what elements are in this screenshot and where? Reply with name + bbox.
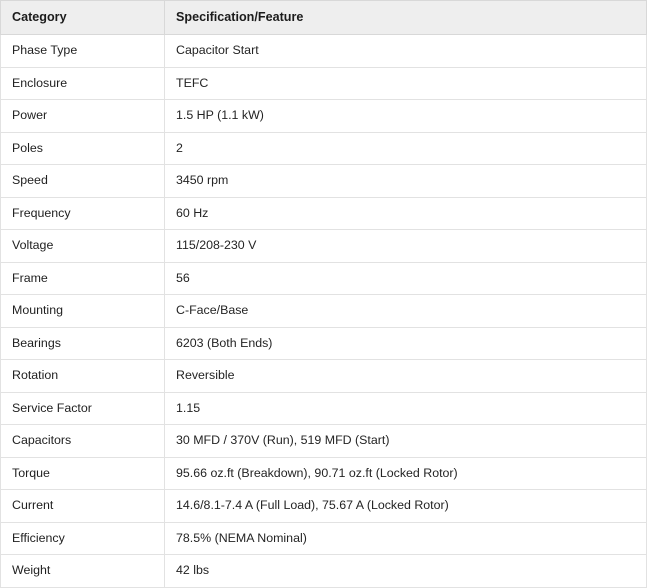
cell-category: Capacitors xyxy=(1,425,165,458)
cell-category: Voltage xyxy=(1,230,165,263)
cell-specification: 6203 (Both Ends) xyxy=(165,327,647,360)
column-header-specification: Specification/Feature xyxy=(165,1,647,35)
table-row xyxy=(1,522,647,555)
cell-specification: C-Face/Base xyxy=(165,295,647,328)
cell-category: Rotation xyxy=(1,360,165,393)
cell-category: Current xyxy=(1,490,165,523)
table-row xyxy=(1,457,647,490)
table-row xyxy=(1,555,647,588)
cell-category: Weight xyxy=(1,555,165,588)
table-row xyxy=(1,100,647,133)
cell-specification: 1.15 xyxy=(165,392,647,425)
cell-specification: TEFC xyxy=(165,67,647,100)
cell-category: Service Factor xyxy=(1,392,165,425)
cell-specification: 2 xyxy=(165,132,647,165)
cell-category: Mounting xyxy=(1,295,165,328)
cell-category: Torque xyxy=(1,457,165,490)
cell-category: Poles xyxy=(1,132,165,165)
table-row xyxy=(1,327,647,360)
table-row xyxy=(1,392,647,425)
cell-specification: 60 Hz xyxy=(165,197,647,230)
table-row xyxy=(1,165,647,198)
table-row xyxy=(1,490,647,523)
cell-category: Frequency xyxy=(1,197,165,230)
cell-category: Frame xyxy=(1,262,165,295)
table-row xyxy=(1,230,647,263)
cell-specification: 115/208-230 V xyxy=(165,230,647,263)
table-row xyxy=(1,295,647,328)
cell-specification: Reversible xyxy=(165,360,647,393)
table-row xyxy=(1,262,647,295)
cell-category: Speed xyxy=(1,165,165,198)
cell-category: Bearings xyxy=(1,327,165,360)
cell-specification: 14.6/8.1-7.4 A (Full Load), 75.67 A (Locked Rotor) xyxy=(165,490,647,523)
cell-category: Phase Type xyxy=(1,35,165,68)
cell-specification: 95.66 oz.ft (Breakdown), 90.71 oz.ft (Locked Rotor) xyxy=(165,457,647,490)
table-header-row xyxy=(1,1,647,35)
cell-category: Efficiency xyxy=(1,522,165,555)
table-row xyxy=(1,132,647,165)
cell-specification: 42 lbs xyxy=(165,555,647,588)
column-header-category: Category xyxy=(1,1,165,35)
cell-category: Enclosure xyxy=(1,67,165,100)
cell-specification: 30 MFD / 370V (Run), 519 MFD (Start) xyxy=(165,425,647,458)
cell-category: Power xyxy=(1,100,165,133)
cell-specification: 1.5 HP (1.1 kW) xyxy=(165,100,647,133)
cell-specification: Capacitor Start xyxy=(165,35,647,68)
cell-specification: 56 xyxy=(165,262,647,295)
table-row xyxy=(1,35,647,68)
cell-specification: 78.5% (NEMA Nominal) xyxy=(165,522,647,555)
table-row xyxy=(1,425,647,458)
table-body xyxy=(1,35,647,588)
cell-specification: 3450 rpm xyxy=(165,165,647,198)
table-row xyxy=(1,67,647,100)
table-row xyxy=(1,197,647,230)
table-header xyxy=(1,1,647,35)
table-row xyxy=(1,360,647,393)
